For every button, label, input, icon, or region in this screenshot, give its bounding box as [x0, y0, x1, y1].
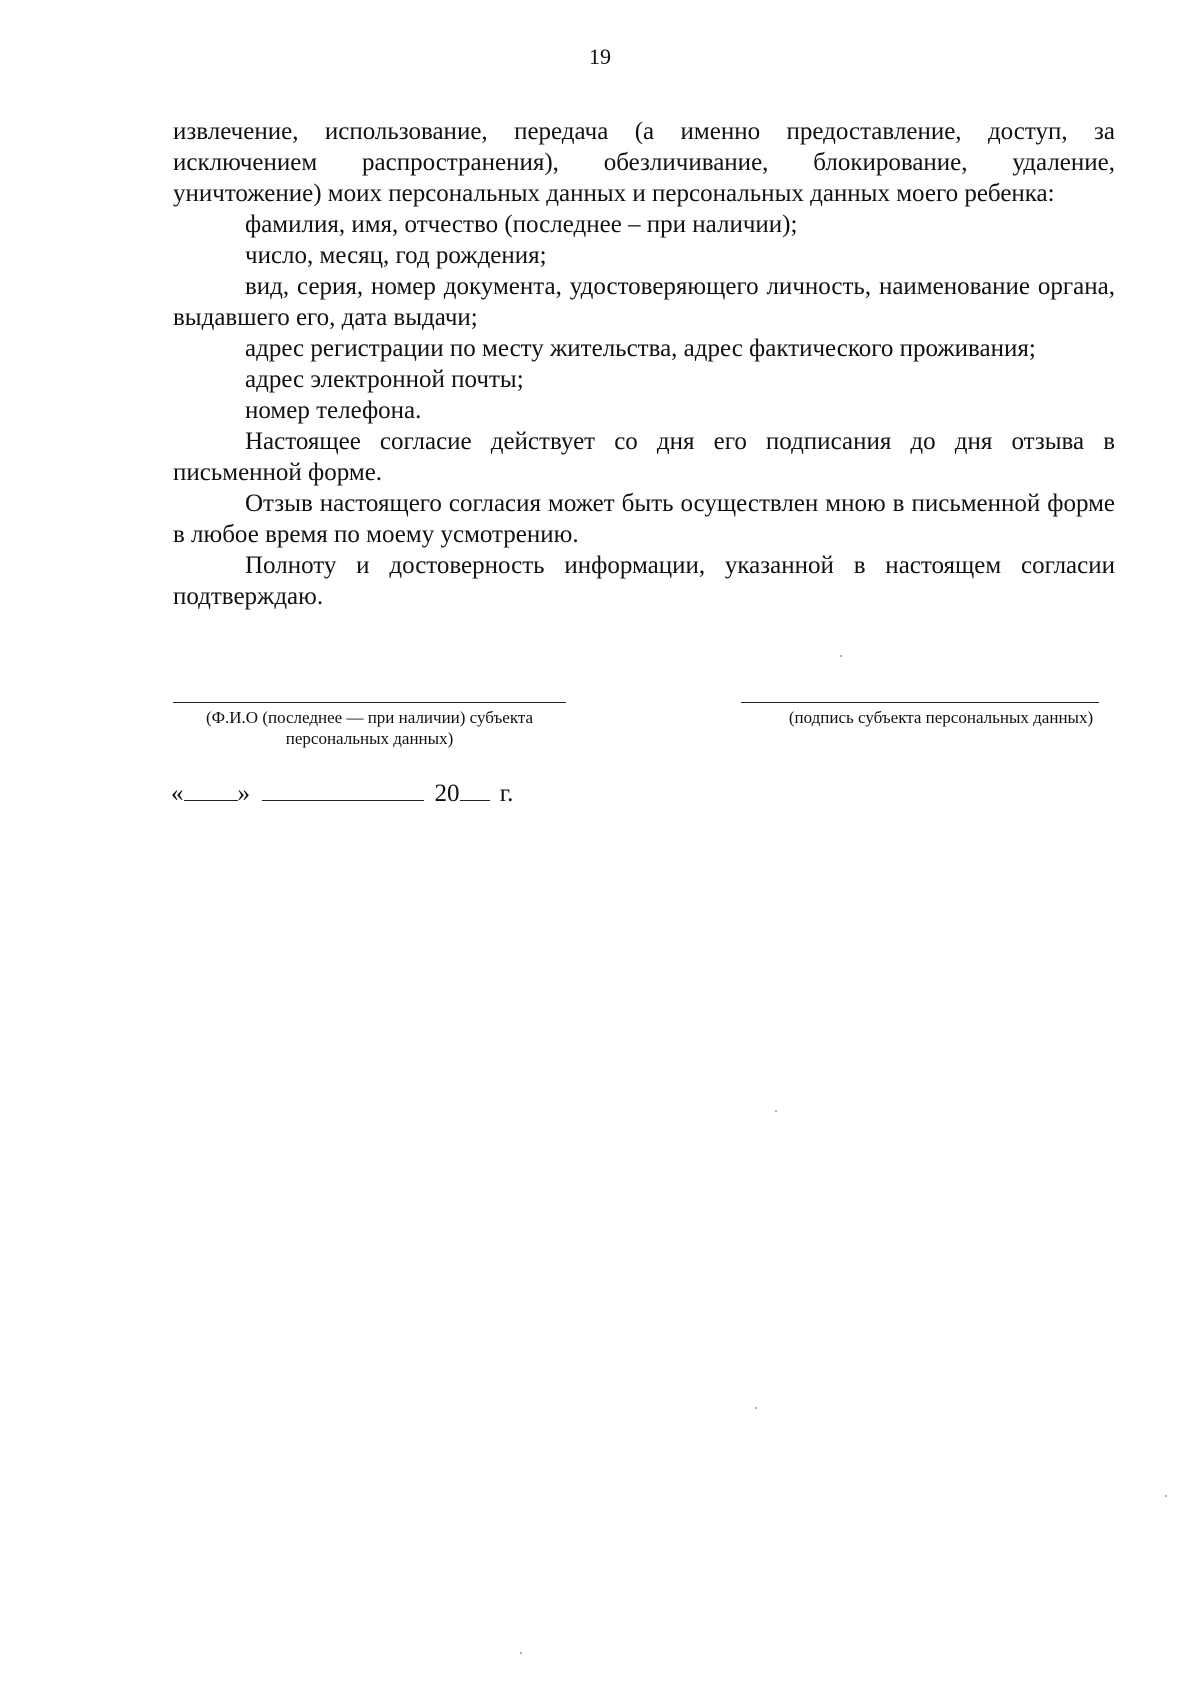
scan-speck [520, 1652, 522, 1654]
name-signature-line[interactable] [173, 702, 566, 703]
year-blank[interactable] [460, 778, 490, 801]
year-prefix: 20 [434, 780, 460, 807]
page-number: 19 [589, 44, 611, 69]
scan-speck [775, 1110, 777, 1112]
paragraph-processing-actions: извлечение, использование, передача (а именно предоставление, доступ, за исключением распространения), обезличивание, блокирование, удаление, уничтожение) моих персональных данных и персональных данных моего ребенка: [173, 118, 1115, 207]
close-quote: » [237, 780, 250, 807]
list-item-phone: номер телефона. [245, 397, 422, 424]
personal-signature-caption: (подпись субъекта персональных данных) [788, 708, 1094, 727]
year-suffix: г. [499, 780, 514, 807]
personal-signature-line[interactable] [741, 702, 1099, 703]
day-blank[interactable] [184, 778, 238, 801]
scan-speck [840, 655, 842, 657]
list-item-email: адрес электронной почты; [245, 366, 524, 393]
paragraph-confirmation: Полноту и достоверность информации, указанной в настоящем согласии подтверждаю. [173, 552, 1115, 610]
list-item-birth-date: число, месяц, год рождения; [245, 242, 547, 269]
date-row [171, 778, 513, 809]
open-quote: « [171, 780, 184, 807]
scan-speck [755, 1407, 757, 1409]
list-item-address: адрес регистрации по месту жительства, адрес фактического проживания; [245, 335, 1036, 362]
list-item-full-name: фамилия, имя, отчество (последнее – при наличии); [245, 211, 798, 238]
month-blank[interactable] [262, 778, 424, 801]
scan-speck [1165, 1495, 1167, 1497]
paragraph-revocation: Отзыв настоящего согласия может быть осуществлен мною в письменной форме в любое время по моему усмотрению. [173, 490, 1115, 548]
paragraph-validity: Настоящее согласие действует со дня его подписания до дня отзыва в письменной форме. [173, 428, 1115, 486]
name-signature-caption: (Ф.И.О (последнее — при наличии) субъекта персональных данных) [205, 708, 534, 748]
list-item-identity-document: вид, серия, номер документа, удостоверяющего личность, наименование органа, выдавшего его, дата выдачи; [173, 273, 1115, 331]
consent-body [173, 116, 1115, 612]
